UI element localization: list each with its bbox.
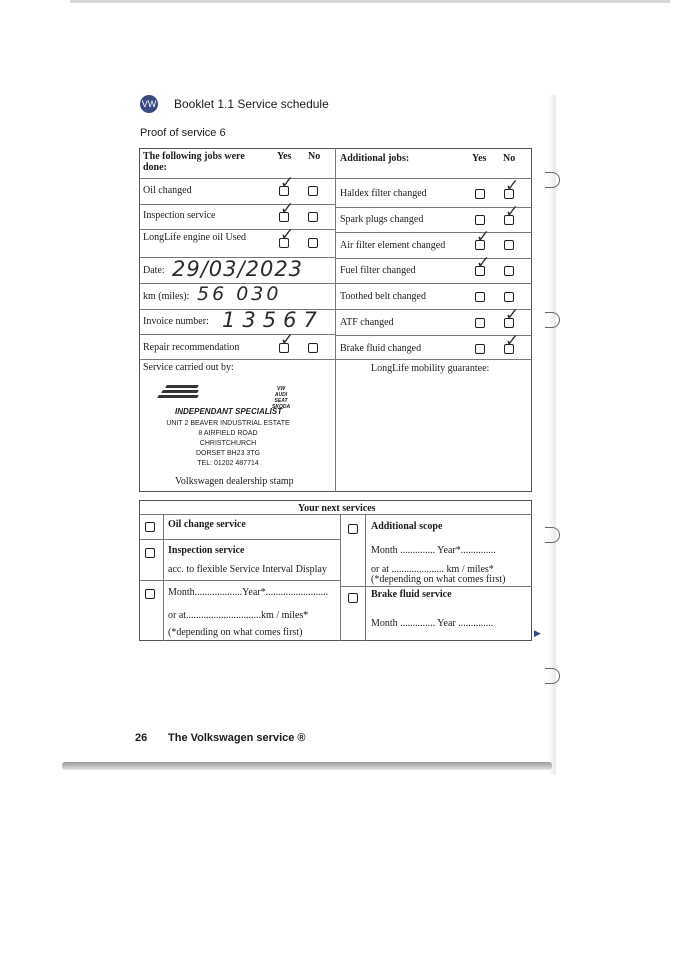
job-brake-fluid: Brake fluid changed [340,343,422,354]
binder-ring-icon [545,172,560,188]
stamp-brands: VW AUDI SEAT SKODA [272,386,291,410]
month-year-left: Month...................Year*......................... [168,587,329,598]
booklet-title: Booklet 1.1 Service schedule [174,97,329,111]
additional-yes-header: Yes [472,153,487,164]
checkmark-icon: ✓ [476,253,491,272]
km-value[interactable]: 56 030 [197,283,282,305]
checkmark-icon: ✓ [476,227,491,246]
brake-fluid-service-label: Brake fluid service [371,589,452,600]
or-at-left: or at..............................km / miles* [168,610,309,621]
page-bottom-edge [62,762,552,770]
job-toothed-belt: Toothed belt changed [340,291,426,302]
binder-ring-icon [545,312,560,328]
jobs-yes-header: Yes [277,151,292,162]
inspection-service-note: acc. to flexible Service Interval Display [168,564,327,575]
date-value[interactable]: 29/03/2023 [172,257,304,281]
page-top-edge [70,0,670,3]
job-haldex-filter: Haldex filter changed [340,188,427,199]
oil-changed-no-checkbox[interactable] [308,186,318,196]
checkmark-icon: ✓ [505,202,520,221]
job-inspection-service: Inspection service [143,210,216,221]
oil-change-service-label: Oil change service [168,519,246,530]
invoice-label: Invoice number: [143,316,209,327]
depending-note-right: (*depending on what comes first) [371,574,506,585]
inspection-no-checkbox[interactable] [308,212,318,222]
air-filter-no-checkbox[interactable] [504,240,514,250]
page-number: 26 [135,732,148,744]
inspection-service-checkbox[interactable] [145,548,155,558]
haldex-yes-checkbox[interactable] [475,189,485,199]
job-spark-plugs: Spark plugs changed [340,214,424,225]
repair-no-checkbox[interactable] [308,343,318,353]
date-label: Date: [143,265,165,276]
longlife-guarantee-label: LongLife mobility guarantee: [371,363,490,374]
fuel-filter-no-checkbox[interactable] [504,266,514,276]
km-label: km (miles): [143,291,190,302]
dealership-stamp-caption: Volkswagen dealership stamp [175,476,294,487]
binder-ring-icon [545,668,560,684]
footer-title: The Volkswagen service ® [168,732,306,744]
service-carried-out-label: Service carried out by: [143,362,234,373]
next-services-title: Your next services [298,503,376,514]
job-oil-changed: Oil changed [143,185,192,196]
stamp-name: INDEPENDANT SPECIALIST [175,407,283,416]
brake-fluid-yes-checkbox[interactable] [475,344,485,354]
additional-scope-label: Additional scope [371,521,443,532]
table-divider [335,148,336,492]
month-year-brake: Month .............. Year .............. [371,618,494,629]
inspection-service-label: Inspection service [168,545,245,556]
toothed-belt-yes-checkbox[interactable] [475,292,485,302]
checkmark-icon: ✓ [505,331,520,350]
spark-plugs-yes-checkbox[interactable] [475,215,485,225]
checkmark-icon: ✓ [505,176,520,195]
checkmark-icon: ✓ [280,173,295,192]
longlife-no-checkbox[interactable] [308,238,318,248]
additional-scope-checkbox[interactable] [348,524,358,534]
job-fuel-filter: Fuel filter changed [340,265,416,276]
checkmark-icon: ✓ [280,199,295,218]
brake-fluid-service-checkbox[interactable] [348,593,358,603]
repair-recommendation-label: Repair recommendation [143,342,240,353]
proof-title: Proof of service 6 [140,127,226,139]
job-atf: ATF changed [340,317,394,328]
month-year-right: Month .............. Year*.............. [371,545,496,556]
jobs-no-header: No [308,151,321,162]
additional-no-header: No [503,153,516,164]
checkmark-icon: ✓ [280,330,295,349]
continue-arrow-icon: ▶ [534,628,541,638]
dealer-stamp-logo [158,383,198,405]
checkmark-icon: ✓ [280,225,295,244]
checkmark-icon: ✓ [505,305,520,324]
jobs-header: The following jobs were done: [143,151,245,173]
depending-note-left: (*depending on what comes first) [168,627,303,638]
vw-logo: VW [140,95,158,113]
oil-change-service-checkbox[interactable] [145,522,155,532]
stamp-address: UNIT 2 BEAVER INDUSTRIAL ESTATE 8 AIRFIELD ROAD CHRISTCHURCH DORSET BH23 3TG TEL: 01202 487714 [166,420,290,467]
job-longlife-oil: LongLife engine oil Used [143,232,247,243]
toothed-belt-no-checkbox[interactable] [504,292,514,302]
binder-ring-icon [545,527,560,543]
or-at-right: or at ..................... km / miles* [371,564,494,575]
invoice-value[interactable]: 13567 [222,308,324,332]
additional-jobs-header: Additional jobs: [340,153,410,164]
atf-yes-checkbox[interactable] [475,318,485,328]
job-air-filter: Air filter element changed [340,240,446,251]
month-year-checkbox[interactable] [145,589,155,599]
